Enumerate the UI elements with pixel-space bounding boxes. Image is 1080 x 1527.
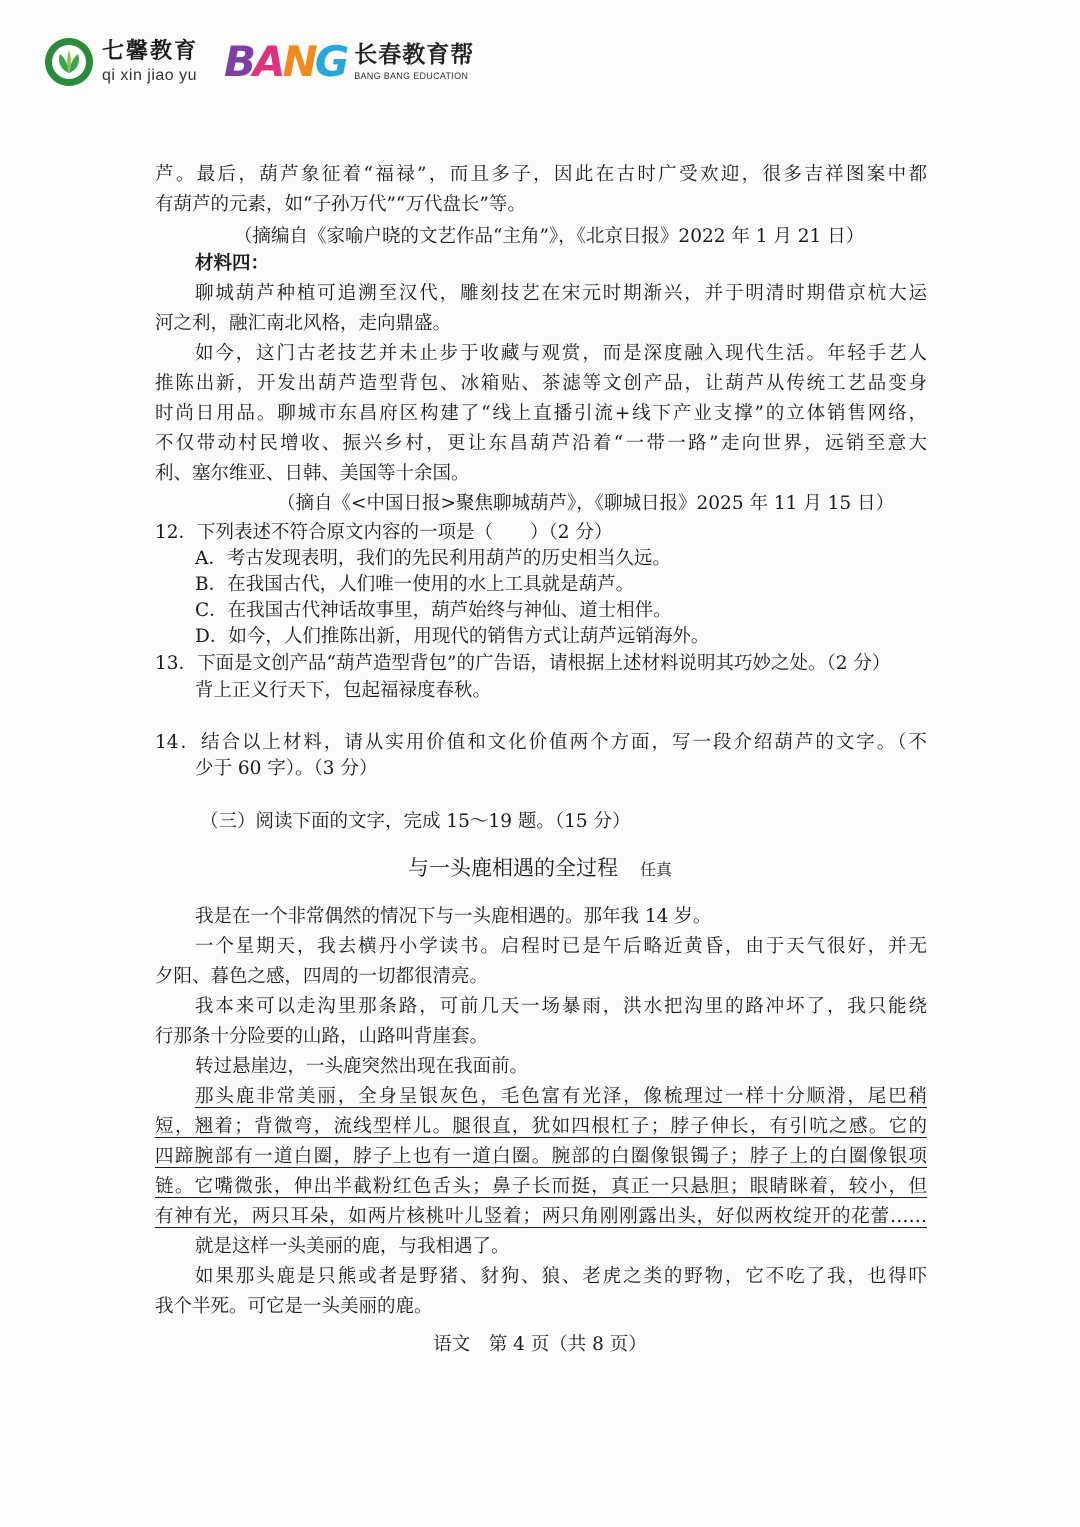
bang-logo-en: BANG BANG EDUCATION bbox=[354, 70, 469, 81]
text-line: 不仅带动村民增收、振兴乡村，更让东昌葫芦沿着“一带一路”走向世界，远销至意大 bbox=[155, 433, 927, 454]
underlined-line: 有神有光，两只耳朵，如两片核桃叶儿竖着；两只角刚刚露出头，好似两枚绽开的花蕾…… bbox=[155, 1206, 927, 1227]
header-logos bbox=[44, 36, 474, 88]
question-12: 12．下列表述不符合原文内容的一项是（ ）（2 分） bbox=[155, 522, 613, 543]
paragraph: 我个半死。可它是一头美丽的鹿。 bbox=[155, 1296, 433, 1317]
option-d: D．如今，人们推陈出新，用现代的销售方式让葫芦远销海外。 bbox=[195, 626, 710, 647]
paragraph: 我是在一个非常偶然的情况下与一头鹿相遇的。那年我 14 岁。 bbox=[195, 906, 712, 927]
article-title-row bbox=[0, 855, 1080, 883]
option-c: C．在我国古代神话故事里，葫芦始终与神仙、道士相伴。 bbox=[195, 600, 672, 621]
bang-logo-cn: 长春教育帮 bbox=[354, 41, 475, 68]
question-14-cont: 少于 60 字）。（3 分） bbox=[195, 758, 378, 779]
option-b: B．在我国古代，人们唯一使用的水上工具就是葫芦。 bbox=[195, 574, 635, 595]
underlined-line: 四蹄腕部有一道白圈，脖子上也有一道白圈。腕部的白圈像银镯子；脖子上的白圈像银项 bbox=[155, 1146, 927, 1167]
paragraph: 夕阳、暮色之感，四周的一切都很清亮。 bbox=[155, 966, 489, 987]
source-citation: （摘自《<中国日报>聚焦聊城葫芦》，《聊城日报》2025 年 11 月 15 日） bbox=[277, 493, 895, 514]
paragraph: 如果那头鹿是只熊或者是野猪、豺狗、狼、老虎之类的野物，它不吃了我，也得吓 bbox=[195, 1266, 927, 1287]
slogan: 背上正义行天下，包起福禄度春秋。 bbox=[195, 680, 492, 701]
text-line: 有葫芦的元素，如“子孙万代”“万代盘长”等。 bbox=[155, 194, 526, 215]
article-author: 任真 bbox=[639, 860, 672, 879]
section-heading: （三）阅读下面的文字，完成 15～19 题。（15 分） bbox=[200, 811, 631, 832]
underlined-line: 短，翘着；背微弯，流线型样儿。腿很直，犹如四根杠子；脖子伸长，有引吭之感。它的 bbox=[155, 1116, 927, 1137]
text-line: 推陈出新，开发出葫芦造型背包、冰箱贴、茶滤等文创产品，让葫芦从传统工艺品变身 bbox=[155, 373, 927, 394]
text-line: 河之利，融汇南北风格，走向鼎盛。 bbox=[155, 313, 452, 334]
text-line: 芦。最后，葫芦象征着“福禄”，而且多子，因此在古时广受欢迎，很多吉祥图案中都 bbox=[155, 164, 927, 185]
question-13: 13．下面是文创产品“葫芦造型背包”的广告语，请根据上述材料说明其巧妙之处。（2 分） bbox=[155, 653, 891, 674]
text-line: 利、塞尔维亚、日韩、美国等十余国。 bbox=[155, 463, 470, 484]
text-line: 聊城葫芦种植可追溯至汉代，雕刻技艺在宋元时期渐兴，并于明清时期借京杭大运 bbox=[195, 283, 927, 304]
paragraph: 转过悬崖边，一头鹿突然出现在我面前。 bbox=[195, 1056, 529, 1077]
text-line: 时尚日用品。聊城市东昌府区构建了“线上直播引流+线下产业支撑”的立体销售网络， bbox=[155, 403, 927, 424]
page-footer: 语文 第 4 页（共 8 页） bbox=[433, 1334, 647, 1355]
paragraph: 行那条十分险要的山路，山路叫背崖套。 bbox=[155, 1026, 489, 1047]
option-a: A．考古发现表明，我们的先民利用葫芦的历史相当久远。 bbox=[195, 548, 671, 569]
underlined-line: 链。它嘴微张，伸出半截粉红色舌头；鼻子长而挺，真正一只悬胆；眼睛眯着，较小，但 bbox=[155, 1176, 927, 1197]
underlined-line: 那头鹿非常美丽，全身呈银灰色，毛色富有光泽，像梳理过一样十分顺滑，尾巴稍 bbox=[195, 1086, 927, 1107]
qixin-logo-cn: 七馨教育 bbox=[102, 38, 199, 64]
paragraph: 就是这样一头美丽的鹿，与我相遇了。 bbox=[195, 1236, 510, 1257]
qixin-logo-text bbox=[102, 38, 199, 84]
article-title: 与一头鹿相遇的全过程 bbox=[407, 856, 618, 880]
section-label: 材料四： bbox=[195, 253, 270, 274]
source-citation: （摘编自《家喻户晓的文艺作品“主角”》，《北京日报》2022 年 1 月 21 日） bbox=[234, 226, 865, 247]
text-line: 如今，这门古老技艺并未止步于收藏与观赏，而是深度融入现代生活。年轻手艺人 bbox=[195, 343, 927, 364]
qixin-logo-pinyin: qi xin jiao yu bbox=[102, 66, 198, 84]
paragraph: 我本来可以走沟里那条路，可前几天一场暴雨，洪水把沟里的路冲坏了，我只能绕 bbox=[195, 996, 927, 1017]
bang-logo bbox=[224, 37, 475, 86]
question-14: 14．结合以上材料，请从实用价值和文化价值两个方面，写一段介绍葫芦的文字。（不 bbox=[155, 732, 927, 753]
paragraph: 一个星期天，我去横丹小学读书。启程时已是午后略近黄昏，由于天气很好，并无 bbox=[195, 936, 927, 957]
bang-logo-word: BANG bbox=[224, 37, 347, 86]
qixin-logo-icon bbox=[44, 37, 94, 87]
